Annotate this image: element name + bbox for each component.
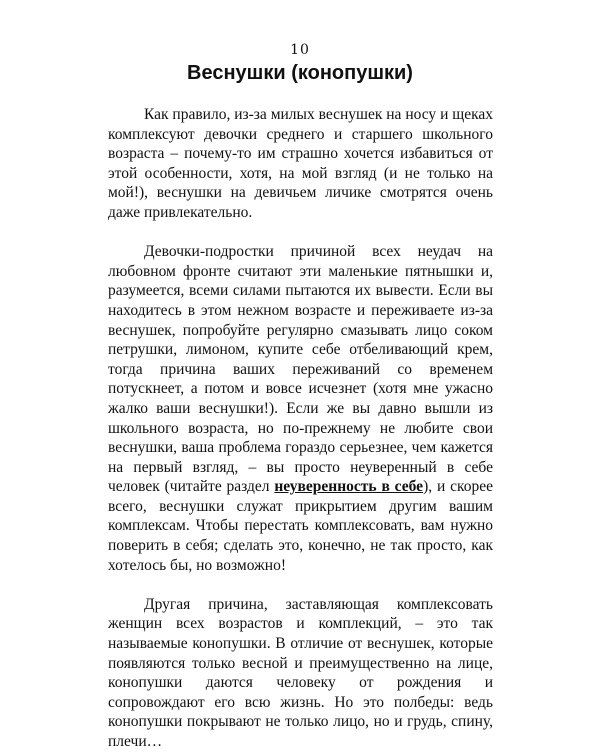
page-number: 10 xyxy=(290,42,310,58)
paragraph-3: Другая причина, заставляющая комплексовать женщин всех возрастов и комплекций, – это так называемые конопушки. В отличие от веснушек, которые появляются только весной и преимущественно на лице, конопушки даются человеку от рождения и сопровождают его всю жизнь. Но это полбеды: ведь конопушки покрывают не только лицо, но и грудь, спину, плечи… xyxy=(108,595,493,750)
paragraph-1: Как правило, из-за милых веснушек на носу и щеках комплексуют девочки среднего и старшего школьного возраста – почему-то им страшно хочется избавиться от этой особенности, хотя, на мой взгляд (и не только на мой!), веснушки на девичьем личике смотрятся очень даже привлекательно. xyxy=(108,106,493,221)
paragraph-2-text-before-link: Девочки-подростки причиной всех неудач на любовном фронте считают эти маленькие пятнышки и, разумеется, всеми силами пытаются их вывести. Если вы находитесь в этом нежном возрасте и переживаете из-за веснушек, попробуйте регулярно смазывать лицо соком петрушки, лимоном, купите себе отбеливающий крем, тогда причина ваших переживаний со временем потускнеет, а потом и вовсе исчезнет (хотя мне ужасно жалко ваши веснушки!). Если же вы давно вышли из школьного возраста, но по-прежнему не любите свои веснушки, ваша проблема гораздо серьезнее, чем кажется на первый взгляд, – вы просто неуверенный в себе человек (читайте раздел xyxy=(108,243,493,496)
page-title: Веснушки (конопушки) xyxy=(187,62,413,84)
paragraph-2 xyxy=(108,242,493,575)
paragraph-2-text-after-link: ), и скорее всего, веснушки служат прикрытием другим вашим комплексам. Чтобы перестать комплексовать, вам нужно поверить в себя; сделать это, конечно, не так просто, как хотелось бы, но возможно! xyxy=(108,478,493,574)
cross-reference-link[interactable]: неуверенность в себе xyxy=(274,478,424,496)
body-text xyxy=(108,105,493,752)
